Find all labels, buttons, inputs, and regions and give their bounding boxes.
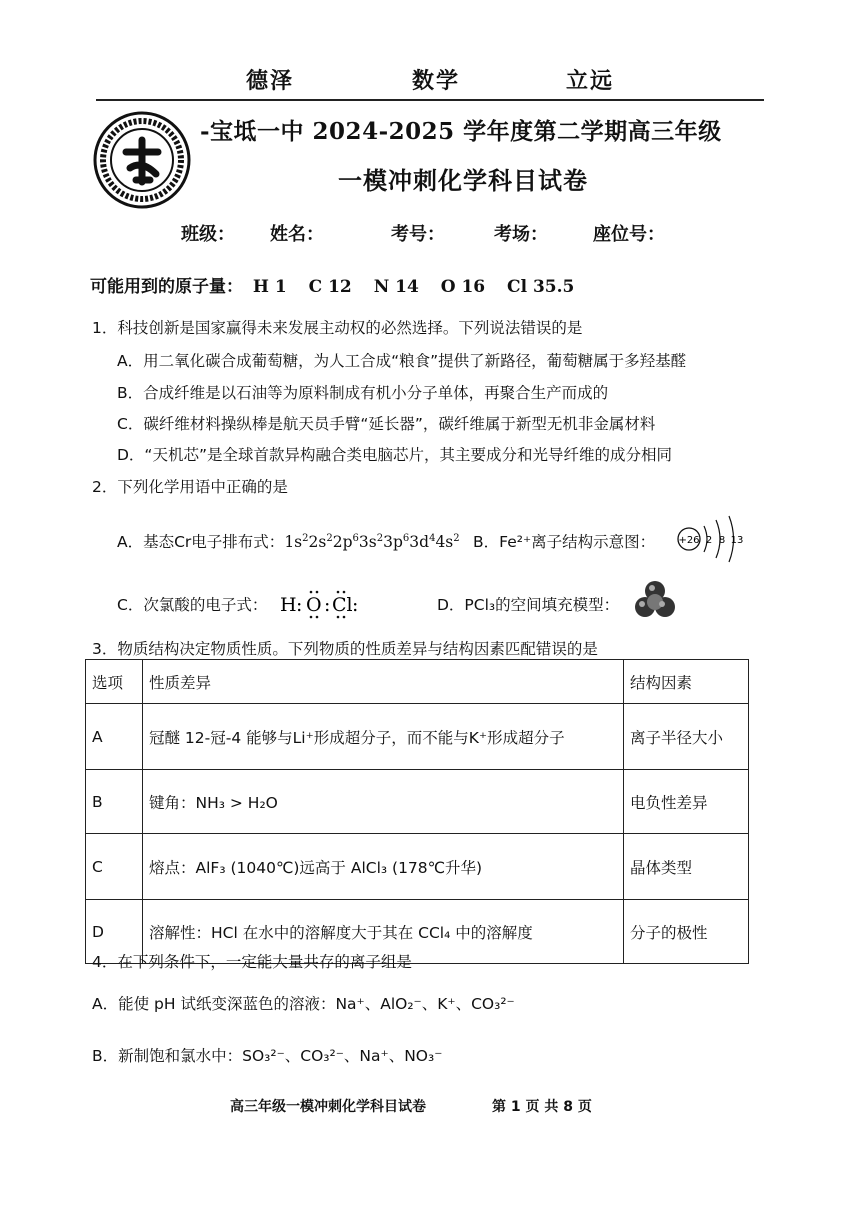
svg-text:H: H xyxy=(280,594,297,616)
field-name: 姓名： xyxy=(270,224,324,245)
q1-stem: 1．科技创新是国家赢得未来发展主动权的必然选择。下列说法错误的是 xyxy=(92,319,583,337)
svg-text:O: O xyxy=(306,594,322,616)
q1-option-c: C．碳纤维材料操纵棒是航天员手臂“延长器”，碳纤维属于新型无机非金属材料 xyxy=(117,415,656,433)
table-row-property: 溶解性：HCl 在水中的溶解度大于其在 CCl₄ 中的溶解度 xyxy=(143,900,624,964)
table-row-option: C xyxy=(86,834,143,900)
table-row-property: 键角：NH₃ > H₂O xyxy=(143,770,624,834)
hclo-electron-formula xyxy=(276,586,366,622)
q2-option-b: B．Fe²⁺离子结构示意图： xyxy=(473,533,656,551)
motto-word-1: 德泽 xyxy=(246,68,295,94)
table-header-factor: 结构因素 xyxy=(624,660,749,704)
fe-shell-3: 13 xyxy=(730,535,744,546)
motto-word-3: 立远 xyxy=(566,68,615,94)
table-row-factor: 离子半径大小 xyxy=(624,704,749,770)
q1-option-a: A．用二氧化碳合成葡萄糖，为人工合成“粮食”提供了新路径，葡萄糖属于多羟基醛 xyxy=(117,352,687,370)
table-row-option: A xyxy=(86,704,143,770)
cr-electron-config: $1s^22s^22p^63s^23p^63d^44s^2$ xyxy=(284,532,460,551)
fe-ion-structure-diagram xyxy=(676,512,748,566)
atomic-mass-n: N 14 xyxy=(373,277,419,297)
atomic-mass-c: C 12 xyxy=(308,277,352,297)
motto-word-2: 数学 xyxy=(412,68,461,94)
table-row-factor: 分子的极性 xyxy=(624,900,749,964)
field-seat-number: 座位号： xyxy=(593,224,665,245)
fe-shell-2: 8 xyxy=(718,535,726,546)
table-header-row xyxy=(86,660,749,704)
field-class: 班级： xyxy=(181,224,235,245)
svg-text::: : xyxy=(324,594,331,616)
fe-shell-1: 2 xyxy=(705,535,713,546)
table-row xyxy=(86,770,749,834)
exam-title: 一模冲刺化学科目试卷 xyxy=(338,166,588,195)
q2-option-a-label: A．基态Cr电子排布式： xyxy=(117,533,285,551)
pcl3-space-filling-model xyxy=(634,580,676,620)
atomic-masses-label: 可能用到的原子量： xyxy=(90,277,243,297)
q3-stem: 3．物质结构决定物质性质。下列物质的性质差异与结构因素匹配错误的是 xyxy=(92,640,598,658)
svg-text::: : xyxy=(296,594,303,616)
q2-option-a xyxy=(117,530,460,552)
atomic-mass-h: H 1 xyxy=(252,277,287,297)
table-row-option: D xyxy=(86,900,143,964)
table-row-property: 冠醚 12-冠-4 能够与Li⁺形成超分子，而不能与K⁺形成超分子 xyxy=(143,704,624,770)
header-divider xyxy=(96,99,764,101)
table-row xyxy=(86,704,749,770)
q1-option-d: D．“天机芯”是全球首款异构融合类电脑芯片，其主要成分和光导纤维的成分相同 xyxy=(117,446,672,464)
table-row-factor: 晶体类型 xyxy=(624,834,749,900)
atomic-masses xyxy=(90,272,574,297)
q4-stem: 4．在下列条件下，一定能大量共存的离子组是 xyxy=(92,953,412,971)
table-row-property: 熔点：AlF₃ (1040℃)远高于 AlCl₃ (178℃升华) xyxy=(143,834,624,900)
school-title: -宝坻一中 2024-2025 学年度第二学期高三年级 xyxy=(200,118,722,145)
table-header-option: 选项 xyxy=(86,660,143,704)
footer-page-number: 第 1 页 共 8 页 xyxy=(492,1099,592,1115)
table-row-factor: 电负性差异 xyxy=(624,770,749,834)
footer-title: 高三年级一模冲刺化学科目试卷 xyxy=(230,1099,426,1115)
q1-option-b: B．合成纤维是以石油等为原料制成有机小分子单体，再聚合生产而成的 xyxy=(117,384,609,402)
q2-option-d: D．PCl₃的空间填充模型： xyxy=(437,596,620,614)
table-row xyxy=(86,834,749,900)
q2-option-c: C．次氯酸的电子式： xyxy=(117,596,268,614)
svg-text::: : xyxy=(352,594,359,616)
atomic-mass-o: O 16 xyxy=(440,277,486,297)
fe-nucleus-charge: +26 xyxy=(678,535,700,546)
q2-stem: 2．下列化学用语中正确的是 xyxy=(92,478,288,496)
field-exam-room: 考场： xyxy=(494,224,548,245)
atomic-mass-cl: Cl 35.5 xyxy=(507,277,575,297)
school-logo xyxy=(92,110,192,210)
q4-option-b: B．新制饱和氯水中：SO₃²⁻、CO₃²⁻、Na⁺、NO₃⁻ xyxy=(92,1047,443,1065)
table-header-property: 性质差异 xyxy=(143,660,624,704)
svg-text:Cl: Cl xyxy=(332,594,353,616)
table-row-option: B xyxy=(86,770,143,834)
q3-table xyxy=(85,659,749,964)
q4-option-a: A．能使 pH 试纸变深蓝色的溶液：Na⁺、AlO₂⁻、K⁺、CO₃²⁻ xyxy=(92,995,515,1013)
field-exam-number: 考号： xyxy=(391,224,445,245)
